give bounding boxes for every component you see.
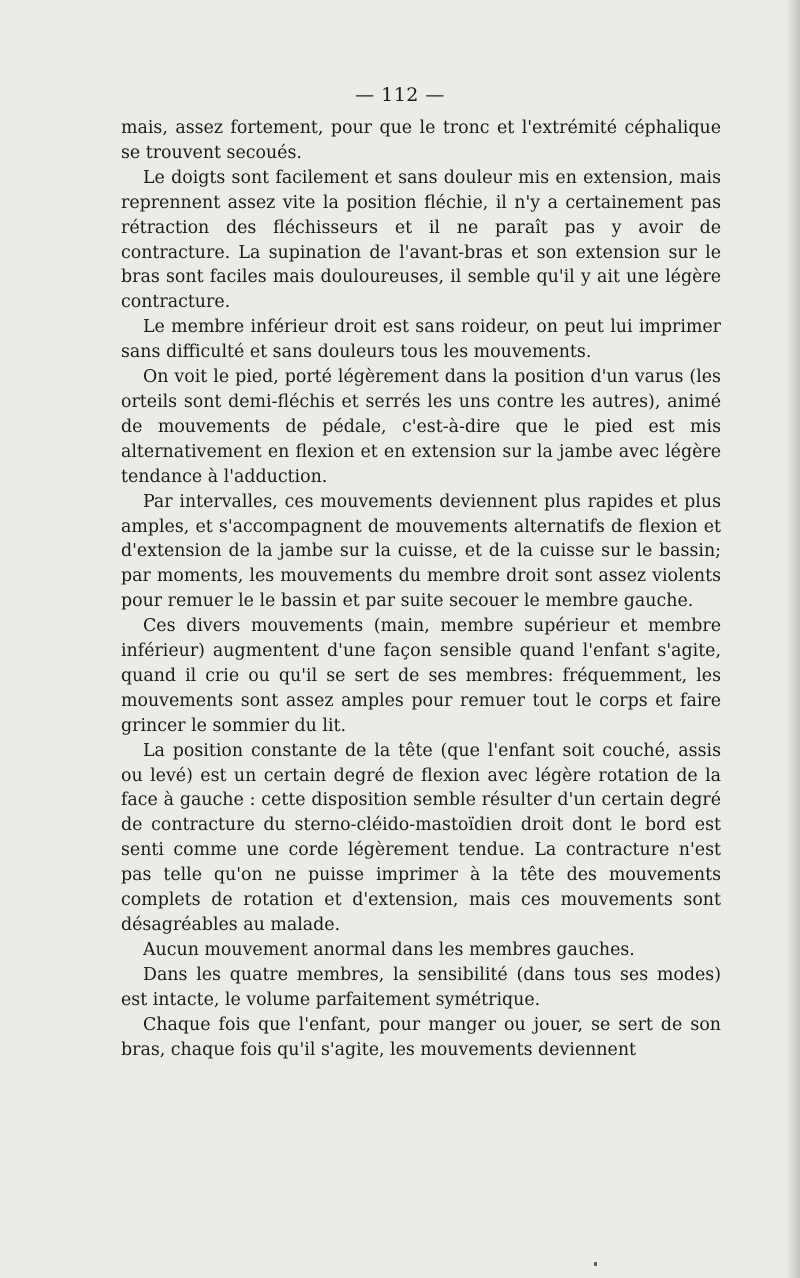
paragraph: Le doigts sont facilement et sans douleur mis en extension, mais reprennent assez vite la position fléchie, il n'y a certainement pas rétraction des fléchisseurs et il ne paraît pas y avoir de contracture. La supination de l'avant-bras et son extension sur le bras sont faciles mais douloureuses, il semble qu'il y ait une légère contracture.	[121, 167, 721, 313]
ink-speck	[594, 1262, 597, 1266]
paragraph: Ces divers mouvements (main, membre supérieur et membre inférieur) augmentent d'une façon sensible quand l'enfant s'agite, quand il crie ou qu'il se sert de ses membres: fréquemment, les mouvements sont assez amples pour remuer tout le corps et faire grincer le sommier du lit.	[121, 616, 721, 736]
paragraph: Dans les quatre membres, la sensibilité (dans tous ses modes) est intacte, le volume parfaitement symétrique.	[121, 964, 721, 1010]
page-edge-shadow	[786, 0, 800, 1278]
paragraph: On voit le pied, porté légèrement dans la position d'un varus (les orteils sont demi-fléchis et serrés les uns contre les autres), animé de mouvements de pédale, c'est-à-dire que le pied est mis alternativement en flexion et en extension sur la jambe avec légère tendance à l'adduction.	[121, 367, 721, 487]
paragraph: Aucun mouvement anormal dans les membres gauches.	[143, 939, 635, 960]
paragraph: Chaque fois que l'enfant, pour manger ou jouer, se sert de son bras, chaque fois qu'il s'agite, les mouvements deviennent	[121, 1014, 721, 1060]
body-text	[121, 116, 721, 1062]
paragraph: mais, assez fortement, pour que le tronc et l'extrémité céphalique se trouvent secoués.	[121, 118, 721, 163]
page-number: — 112 —	[355, 84, 445, 106]
paragraph: La position constante de la tête (que l'enfant soit couché, assis ou levé) est un certain degré de flexion avec légère rotation de la face à gauche : cette disposition semble résulter d'un certain degré de contracture du sterno-cléido-mastoïdien droit dont le bord est senti comme une corde légèrement tendue. La contracture n'est pas telle qu'on ne puisse imprimer à la tête des mouvements complets de rotation et d'extension, mais ces mouvements sont désagréables au malade.	[121, 740, 721, 935]
paragraph: Par intervalles, ces mouvements deviennent plus rapides et plus amples, et s'accompagnent de mouvements alternatifs de flexion et d'extension de la jambe sur la cuisse, et de la cuisse sur le bassin; par moments, les mouvements du membre droit sont assez violents pour remuer le le bassin et par suite secouer le membre gauche.	[121, 491, 721, 612]
paragraph: Le membre inférieur droit est sans roideur, on peut lui imprimer sans difficulté et sans douleurs tous les mouvements.	[121, 317, 721, 363]
